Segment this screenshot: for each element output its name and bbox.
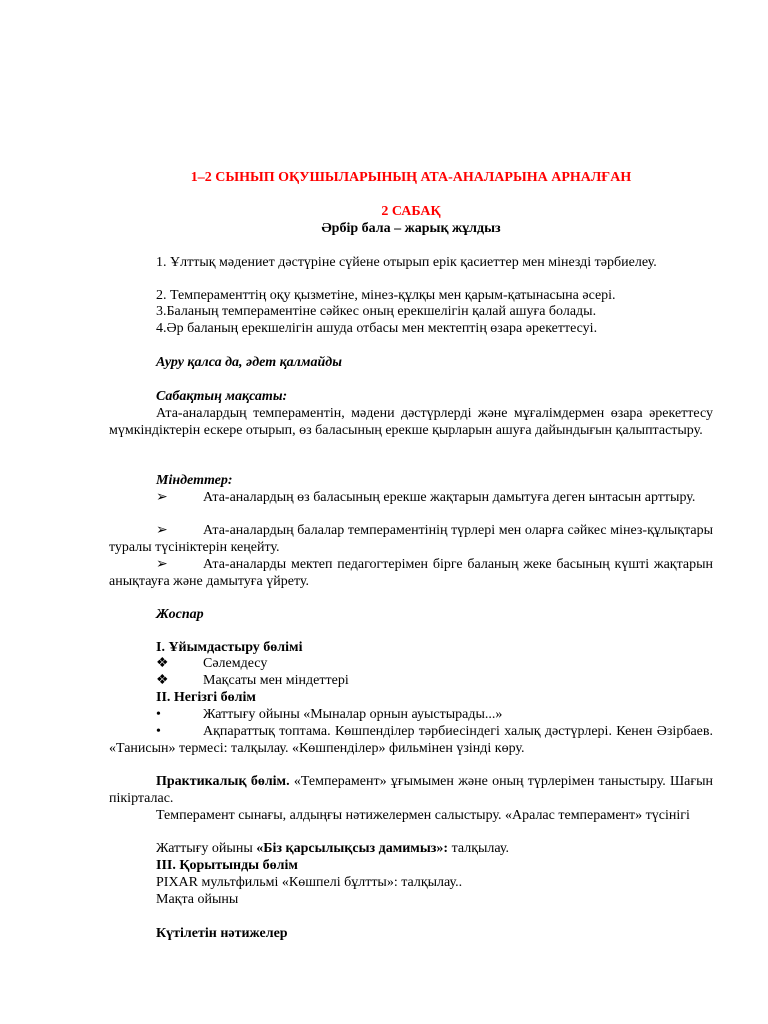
lesson-number: 2 САБАҚ <box>381 204 441 219</box>
goal-text: Ата-аналардың темпераментін, мәдени дәстүрлерді және мұғалімдермен өзара әрекеттесу мүмкіндіктерін ескере отырып, өз баласының ерекше қырларын ашуға дайындығын қалыптастыру. <box>109 406 713 438</box>
task-item-text: Ата-аналарды мектеп педагогтерімен бірге баланың жеке басының күшті жақтарын анықтауға және дамытуға үйрету. <box>109 557 713 589</box>
proverb: Ауру қалса да, әдет қалмайды <box>156 355 342 370</box>
diamond-bullet-icon: ❖ <box>156 656 169 671</box>
tasks-heading: Міндеттер: <box>156 473 233 488</box>
topic-item-4: 4.Әр баланың ерекшелігін ашуда отбасы мен мектептің өзара әрекеттесуі. <box>156 321 598 336</box>
practical-paragraph <box>109 774 713 807</box>
task-item-text: Ата-аналардың өз баласының ерекше жақтарын дамытуға деген ынтасын арттыру. <box>203 490 696 505</box>
practical-label: Практикалық бөлім. <box>156 774 290 789</box>
plan-heading: Жоспар <box>156 607 204 622</box>
task-item-text: Ата-аналардың балалар темпераментінің түрлері мен оларға сәйкес мінез-құлықтары туралы түсініктерін кеңейту. <box>109 523 713 555</box>
training-game: Жаттығу ойыны «Біз қарсылықсыз дамимыз»: талқылау. <box>156 841 509 856</box>
topic-item-2: 2. Темпераменттің оқу қызметіне, мінез-құлқы мен қарым-қатынасына әсері. <box>156 288 616 303</box>
diamond-bullet-icon: ❖ <box>156 673 169 688</box>
task-item-2 <box>109 523 713 556</box>
section-2-item-2: • Ақпараттық топтама. Көшпенділер тәрбиесіндегі халық дәстүрлері. Кенен Әзірбаев. «Танисын» термесі: талқылау. «Көшпенділер» фильмінен үзінді көру. <box>109 724 713 756</box>
closing-item-1: PIXAR мультфильмі «Көшпелі бұлтты»: талқылау.. <box>156 875 463 890</box>
dot-bullet-icon: • <box>156 707 161 722</box>
practical-text: «Темперамент» ұғымымен және оның түрлерімен таныстыру. Шағын пікірталас. <box>109 774 714 806</box>
task-item-3 <box>109 557 713 590</box>
task-item-1 <box>109 490 713 507</box>
section-3-title: III. Қорытынды бөлім <box>156 858 298 873</box>
arrow-bullet-icon: ➢ <box>156 523 168 538</box>
document-page: 1–2 СЫНЫП ОҚУШЫЛАРЫНЫҢ АТА-АНАЛАРЫНА АРНАЛҒАН 2 САБАҚ Әрбір бала – жарық жұлдыз 1. Ұлттық мәдениет дәстүріне сүйене отырып ерік қасиеттер мен мінезді тәрбиелеу. 2. Темпераменттің оқу қызметіне, мінез-құлқы мен қарым-қатынасына әсері. 3.Баланың темпераментіне сәйкес оның ерекшелігін қалай ашуға болады. 4.Әр баланың ерекшелігін ашуда отбасы мен мектептің өзара әрекеттесуі. Ауру қалса да, әдет қалмайды Сабақтың мақсаты: Ата-аналардың темпераментін, мәдени дәстүрлерді және мұғалімдермен өзара әрекеттесу мүмкіндіктерін ескере отырып, өз баласының ерекше қырларын ашуға дайындығын қалыптастыру. Міндеттер: ➢ Ата-аналардың өз баласының ерекше жақтарын дамытуға деген ынтасын арттыру. ➢ Ата-аналардың балалар темпераментінің түрлері мен оларға сәйкес мінез-құлықтары туралы түсініктерін кеңейту. ➢ Ата-аналарды мектеп педагогтерімен бірге баланың жеке басының күшті жақтарын анықтауға және дамытуға үйрету. Жоспар I. Ұйымдастыру бөлімі ❖ Сәлемдесу ❖ Мақсаты мен міндеттері II. Негізгі бөлім • Жаттығу ойыны «Мыналар орнын ауыстырады...» • Ақпараттық топтама. Көшпенділер тәрбиесіндегі халық дәстүрлері. Кенен Әзірбаев. «Танисын» термесі: талқылау. «Көшпенділер» фильмінен үзінді көру. Практикалық бөлім. «Темперамент» ұғымымен және оның түрлерімен таныстыру. Шағын пікірталас. Темперамент сынағы, алдыңғы нәтижелермен салыстыру. «Аралас темперамент» түсінігі Жаттығу ойыны «Біз қарсылықсыз дамимыз»: талқылау. III. Қорытынды бөлім PIXAR мультфильмі «Көшпелі бұлтты»: талқылау.. Мақта ойыны Күтілетін нәтижелер <box>109 170 714 941</box>
topic-item-3: 3.Баланың темпераментіне сәйкес оның ерекшелігін қалай ашуға болады. <box>156 304 597 319</box>
goal-heading: Сабақтың мақсаты: <box>156 389 288 404</box>
lesson-subtitle: Әрбір бала – жарық жұлдыз <box>321 221 501 236</box>
arrow-bullet-icon: ➢ <box>156 557 168 572</box>
dot-bullet-icon: • <box>156 724 161 739</box>
section-1-title: I. Ұйымдастыру бөлімі <box>156 640 303 655</box>
document-title: 1–2 СЫНЫП ОҚУШЫЛАРЫНЫҢ АТА-АНАЛАРЫНА АРНАЛҒАН <box>190 170 632 185</box>
section-2-title: II. Негізгі бөлім <box>156 690 256 705</box>
topic-item-1: 1. Ұлттық мәдениет дәстүріне сүйене отырып ерік қасиеттер мен мінезді тәрбиелеу. <box>156 255 657 270</box>
results-heading: Күтілетін нәтижелер <box>156 926 288 941</box>
arrow-bullet-icon: ➢ <box>156 490 168 505</box>
temperament-test: Темперамент сынағы, алдыңғы нәтижелермен салыстыру. «Аралас темперамент» түсінігі <box>156 808 690 823</box>
closing-item-2: Мақта ойыны <box>156 892 239 907</box>
